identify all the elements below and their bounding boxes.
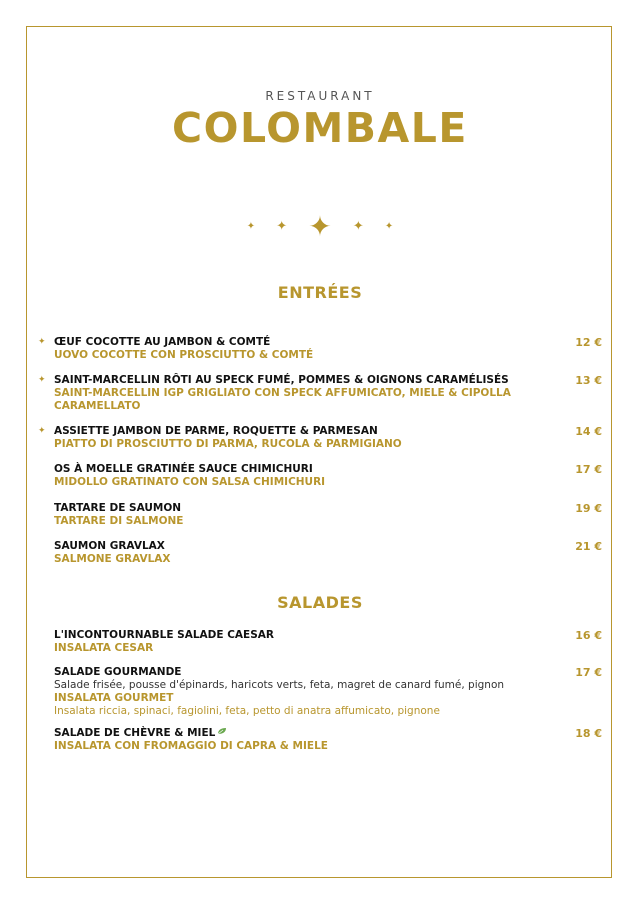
item-name-fr: ŒUF COCOTTE AU JAMBON & COMTÉ	[54, 336, 271, 348]
star-bullet-icon: ✦	[38, 375, 46, 385]
item-price: 17 €	[575, 463, 602, 476]
item-price: 16 €	[575, 629, 602, 642]
menu-item	[54, 727, 602, 753]
menu-item	[54, 502, 602, 528]
item-name-fr	[54, 727, 524, 740]
item-name-fr: ASSIETTE JAMBON DE PARME, ROQUETTE & PARMESAN	[54, 425, 378, 437]
star-icon: ✦	[384, 221, 394, 232]
item-name-it: UOVO COCOTTE CON PROSCIUTTO & COMTÉ	[54, 349, 314, 361]
star-icon: ✦	[352, 219, 364, 234]
menu-item	[54, 666, 602, 718]
item-name-it: INSALATA CESAR	[54, 642, 154, 654]
menu-item	[54, 540, 602, 566]
item-name-fr-text: SALADE DE CHÈVRE & MIEL	[54, 727, 216, 739]
item-name-fr: SAINT-MARCELLIN RÔTI AU SPECK FUMÉ, POMMES & OIGNONS CARAMÉLISÉS	[54, 374, 509, 386]
star-icon: ✦	[246, 221, 256, 232]
menu-item	[38, 374, 602, 413]
menu-item	[38, 336, 602, 362]
star-bullet-icon: ✦	[38, 426, 46, 436]
star-icon: ✦	[308, 210, 332, 243]
item-name-it: PIATTO DI PROSCIUTTO DI PARMA, RUCOLA & PARMIGIANO	[54, 438, 402, 450]
section-title-salades: SALADES	[277, 593, 363, 612]
item-name-it: SAINT-MARCELLIN IGP GRIGLIATO CON SPECK AFFUMICATO, MIELE & CIPOLLA CARAMELLATO	[54, 387, 511, 412]
item-price: 17 €	[575, 666, 602, 679]
item-name-it: INSALATA GOURMET	[54, 692, 174, 704]
item-name-it: INSALATA CON FROMAGGIO DI CAPRA & MIELE	[54, 740, 328, 752]
item-name-fr: OS À MOELLE GRATINÉE SAUCE CHIMICHURI	[54, 463, 313, 475]
section-title-entrees: ENTRÉES	[277, 283, 363, 302]
menu-item	[54, 629, 602, 655]
item-price: 19 €	[575, 502, 602, 515]
item-name-fr: L'INCONTOURNABLE SALADE CAESAR	[54, 629, 274, 641]
item-name-fr: SALADE GOURMANDE	[54, 666, 182, 678]
item-description-it: Insalata riccia, spinaci, fagiolini, feta, petto di anatra affumicato, pignone	[54, 705, 440, 717]
star-ornament	[0, 210, 640, 243]
star-icon: ✦	[276, 219, 288, 234]
restaurant-kicker: RESTAURANT	[265, 89, 375, 103]
item-name-it: SALMONE GRAVLAX	[54, 553, 171, 565]
item-name-fr: TARTARE DE SAUMON	[54, 502, 182, 514]
item-price: 21 €	[575, 540, 602, 553]
restaurant-title: COLOMBALE	[172, 104, 468, 152]
item-price: 12 €	[575, 336, 602, 349]
menu-item	[38, 425, 602, 451]
menu-item	[54, 463, 602, 489]
star-bullet-icon: ✦	[38, 337, 46, 347]
item-name-fr: SAUMON GRAVLAX	[54, 540, 165, 552]
leaf-icon	[217, 727, 227, 735]
item-price: 18 €	[575, 727, 602, 740]
item-name-it: TARTARE DI SALMONE	[54, 515, 184, 527]
item-name-it: MIDOLLO GRATINATO CON SALSA CHIMICHURI	[54, 476, 326, 488]
item-description-fr: Salade frisée, pousse d'épinards, haricots verts, feta, magret de canard fumé, pignon	[54, 679, 505, 691]
item-price: 13 €	[575, 374, 602, 387]
item-price: 14 €	[575, 425, 602, 438]
